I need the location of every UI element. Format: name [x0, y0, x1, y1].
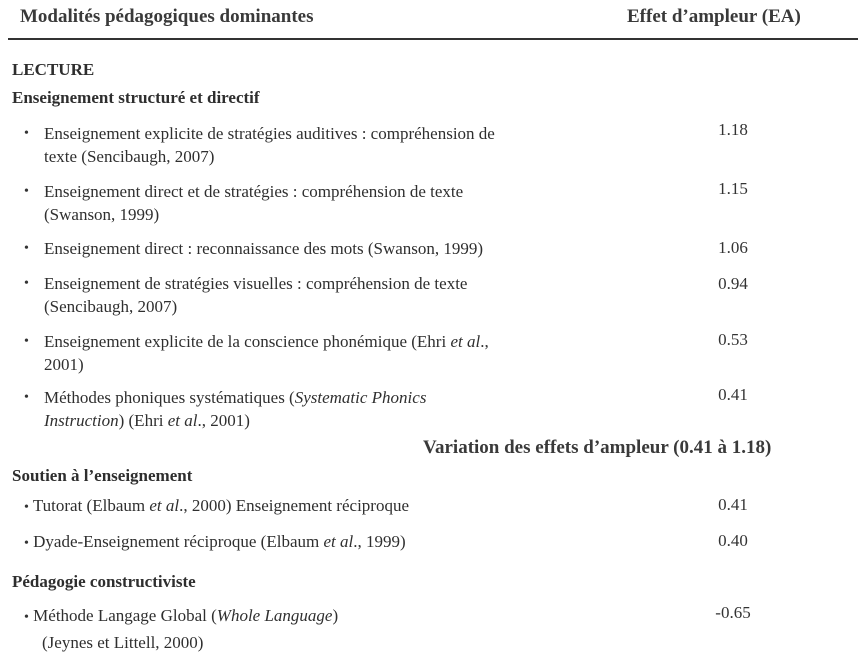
bullet-icon: • [24, 536, 29, 551]
item-text-line2: texte (Sencibaugh, 2007) [44, 147, 215, 166]
effect-value: 0.41 [718, 495, 748, 514]
list-item [44, 180, 644, 226]
item-text-line2: (Swanson, 1999) [44, 205, 160, 224]
item-text-line2: 2001) [44, 355, 84, 374]
header-rule [8, 38, 858, 40]
bullet-icon: • [24, 276, 29, 291]
item-text: Tutorat (Elbaum [32, 496, 150, 515]
item-text-line1: Enseignement de stratégies visuelles : compréhension de texte [44, 274, 468, 293]
effect-value: 1.06 [718, 238, 748, 257]
item-text-suffix: ., [480, 332, 489, 351]
effect-value: 1.18 [718, 120, 748, 139]
item-text-italic: Instruction [44, 411, 119, 430]
item-text-line2: ) (Ehri [118, 411, 168, 430]
effect-value: 0.53 [718, 330, 748, 349]
item-text-line2: (Jeynes et Littell, 2000) [42, 633, 204, 652]
bullet-icon: • [24, 500, 29, 515]
list-item [44, 122, 644, 168]
item-text-line1: Enseignement direct et de stratégies : compréhension de texte [44, 182, 464, 201]
item-text: Dyade-Enseignement réciproque (Elbaum [33, 532, 324, 551]
list-item [24, 494, 624, 519]
list-item [44, 237, 644, 260]
item-text-italic: et al [167, 411, 198, 430]
group-title-constructivist: Pédagogie constructiviste [12, 572, 196, 591]
effect-value: -0.65 [715, 603, 751, 622]
effect-value: 0.94 [718, 274, 748, 293]
effect-value: 0.41 [718, 385, 748, 404]
item-text-line2: (Sencibaugh, 2007) [44, 297, 178, 316]
list-item [24, 530, 624, 555]
list-item [44, 386, 644, 432]
bullet-icon: • [24, 334, 29, 349]
section-title-lecture: LECTURE [12, 60, 95, 79]
item-text-line1: Enseignement direct : reconnaissance des mots (Swanson, 1999) [44, 239, 484, 258]
effect-value: 0.40 [718, 531, 748, 550]
bullet-icon: • [24, 390, 29, 405]
bullet-icon: • [24, 241, 29, 256]
variation-summary: Variation des effets d’ampleur (0.41 à 1.18) [423, 437, 772, 458]
effect-value: 1.15 [718, 179, 748, 198]
item-text-suffix: ) [332, 606, 339, 625]
item-text-italic: et al [450, 332, 481, 351]
item-text-italic: Systematic Phonics [294, 388, 427, 407]
group-title-support: Soutien à l’enseignement [12, 466, 193, 485]
column-header-modalities: Modalités pédagogiques dominantes [20, 6, 314, 27]
item-text-italic: et al [323, 532, 354, 551]
group-title-structured: Enseignement structuré et directif [12, 88, 260, 107]
bullet-icon: • [24, 126, 29, 141]
bullet-icon: • [24, 610, 29, 625]
item-text-line1: Méthodes phoniques systématiques ( [44, 388, 295, 407]
list-item [44, 330, 644, 376]
item-text-italic: et al [149, 496, 180, 515]
item-text-suffix: ., 2001) [197, 411, 250, 430]
item-text-suffix: ., 2000) Enseignement réciproque [179, 496, 409, 515]
item-text-line1: Enseignement explicite de la conscience phonémique (Ehri [44, 332, 451, 351]
item-text-suffix: ., 1999) [353, 532, 406, 551]
item-text-line1: Enseignement explicite de stratégies auditives : compréhension de [44, 124, 495, 143]
item-text: Méthode Langage Global ( [33, 606, 217, 625]
list-item [44, 272, 644, 318]
column-header-effect-size: Effet d’ampleur (EA) [627, 6, 801, 27]
list-item [24, 602, 624, 656]
item-text-italic: Whole Language [216, 606, 333, 625]
bullet-icon: • [24, 184, 29, 199]
